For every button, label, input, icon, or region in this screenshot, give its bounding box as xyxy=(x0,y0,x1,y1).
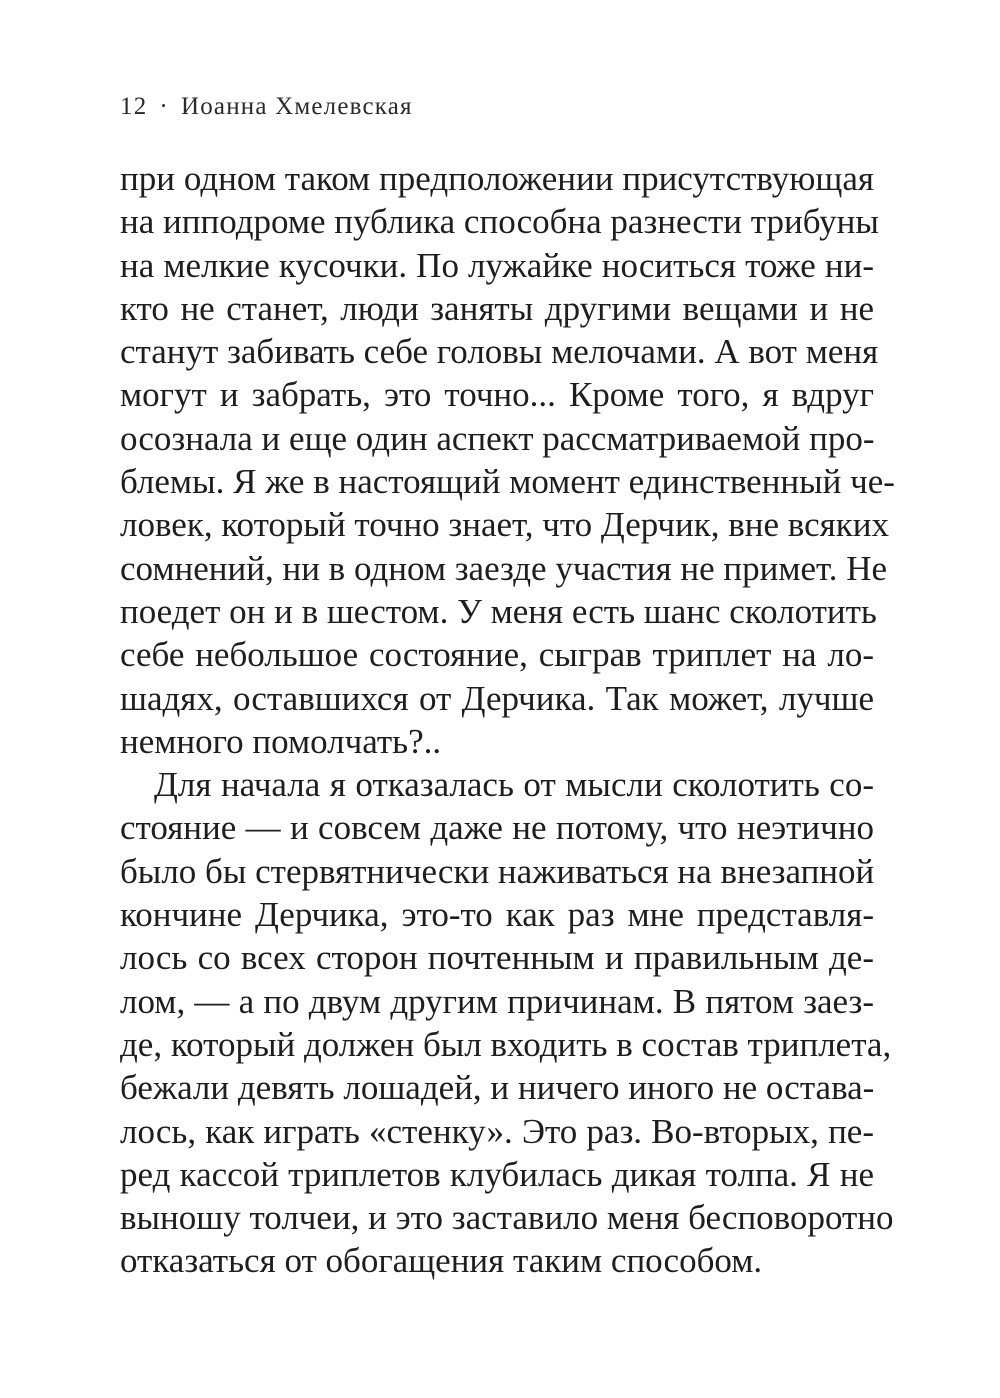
text-line: могут и забрать, это точно... Кроме того, я вдруг xyxy=(120,375,874,415)
page-number: 12 xyxy=(120,93,148,120)
text-line: поедет он и в шестом. У меня есть шанс сколотить xyxy=(120,591,877,631)
text-line: блемы. Я же в настоящий момент единственный че- xyxy=(120,462,895,502)
text-line: лось, как играть «стенку». Это раз. Во-вторых, пе- xyxy=(120,1111,874,1151)
text-line: себе небольшое состояние, сыграв триплет на ло- xyxy=(120,635,874,675)
text-line: станут забивать себе головы мелочами. А вот меня xyxy=(120,332,879,372)
text-line: бежали девять лошадей, и ничего иного не остава- xyxy=(120,1068,875,1108)
paragraph xyxy=(120,157,895,763)
text-line: кто не станет, люди заняты другими вещами и не xyxy=(120,288,874,328)
text-line: ред кассой триплетов клубилась дикая толпа. Я не xyxy=(120,1154,874,1194)
text-line: кончине Дерчика, это-то как раз мне представля- xyxy=(120,895,874,935)
text-line: выношу толчеи, и это заставило меня бесповоротно xyxy=(120,1198,894,1238)
text-line: при одном таком предположении присутствующая xyxy=(120,159,874,198)
text-line: немного помолчать?.. xyxy=(120,721,442,761)
text-line: на ипподроме публика способна разнести трибуны xyxy=(120,202,879,242)
text-line: шадях, оставшихся от Дерчика. Так может, лучше xyxy=(120,678,874,718)
running-head xyxy=(120,92,413,122)
text-line: де, который должен был входить в состав триплета, xyxy=(120,1024,892,1064)
text-line: ловек, который точно знает, что Дерчик, вне всяких xyxy=(120,505,889,545)
text-line: лось со всех сторон почтенным и правильным де- xyxy=(120,938,874,978)
author-name: Иоанна Хмелевская xyxy=(180,93,413,120)
text-line: сомнений, ни в одном заезде участия не примет. Не xyxy=(120,548,888,588)
header-separator: · xyxy=(159,93,169,120)
text-line: лом, — а по двум другим причинам. В пятом заез- xyxy=(120,981,874,1021)
text-line: было бы стервятнически наживаться на внезапной xyxy=(120,851,875,891)
text-line: отказаться от обогащения таким способом. xyxy=(120,1241,763,1281)
paragraph xyxy=(120,763,894,1283)
body-text xyxy=(120,157,895,1283)
text-line: стояние — и совсем даже не потому, что неэтично xyxy=(120,808,874,848)
text-line: осознала и еще один аспект рассматриваемой про- xyxy=(120,418,875,458)
text-line: Для начала я отказалась от мысли сколотить со- xyxy=(154,765,874,805)
text-line: на мелкие кусочки. По лужайке носиться тоже ни- xyxy=(120,245,874,285)
